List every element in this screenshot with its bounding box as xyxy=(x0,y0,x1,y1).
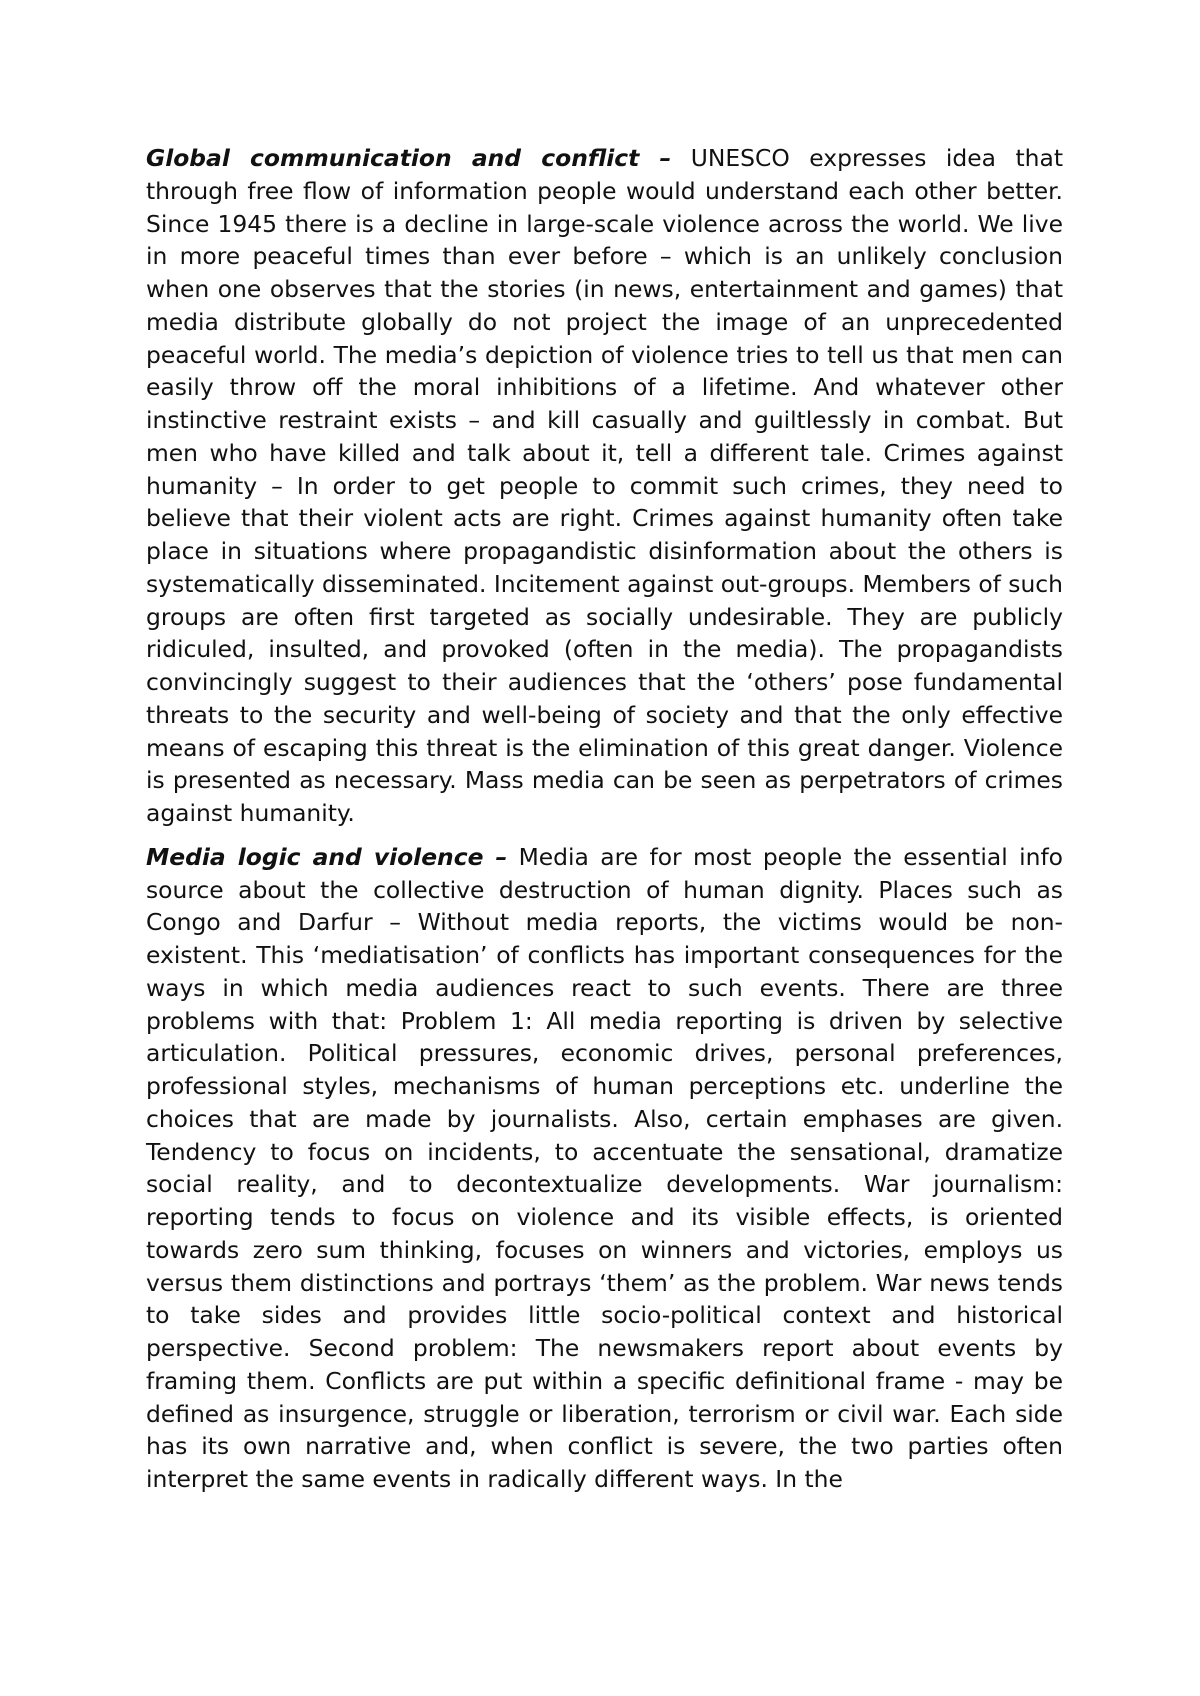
paragraph-heading: Global communication and conflict – xyxy=(146,144,672,172)
paragraph-heading: Media logic and violence – xyxy=(146,842,508,871)
paragraph-text: UNESCO expresses idea that through free flow of information people would understand each other better. Since 1945 there is a decline in large-scale violence across the world. We live in more peaceful times than ever before – which is an unlikely conclusion when one observes that the stories (in news, entertainment and games) that media distribute globally do not project the image of an unprecedented peaceful world. The media’s depiction of violence tries to tell us that men can easily throw off the moral inhibitions of a lifetime. And whatever other instinctive restraint exists – and kill casually and guiltlessly in combat. But men who have killed and talk about it, tell a different tale. Crimes against humanity – In order to get people to commit such crimes, they need to believe that their violent acts are right. Crimes against humanity often take place in situations where propagandistic disinformation about the others is systematically disseminated. Incitement against out-groups. Members of such groups are often first targeted as socially undesirable. They are publicly ridiculed, insulted, and provoked (often in the media). The propagandists convincingly suggest to their audiences that the ‘others’ pose fundamental threats to the security and well-being of society and that the only effective means of escaping this threat is the elimination of this great danger. Violence is presented as necessary. Mass media can be seen as perpetrators of crimes against humanity. xyxy=(146,144,1063,827)
document-body xyxy=(146,142,1063,1507)
paragraph-global-communication xyxy=(146,142,1063,830)
paragraph-text: Media are for most people the essential info source about the collective destruction of human dignity. Places such as Congo and Darfur – Without media reports, the victims would be non-existent. This ‘mediatisation’ of conflicts has important consequences for the ways in which media audiences react to such events. There are three problems with that: Problem 1: All media reporting is driven by selective articulation. Political pressures, economic drives, personal preferences, professional styles, mechanisms of human perceptions etc. underline the choices that are made by journalists. Also, certain emphases are given. Tendency to focus on incidents, to accentuate the sensational, dramatize social reality, and to decontextualize developments. War journalism: reporting tends to focus on violence and its visible effects, is oriented towards zero sum thinking, focuses on winners and victories, employs us versus them distinctions and portrays ‘them’ as the problem. War news tends to take sides and provides little socio-political context and historical perspective. Second problem: The newsmakers report about events by framing them. Conflicts are put within a specific definitional frame - may be defined as insurgence, struggle or liberation, terrorism or civil war. Each side has its own narrative and, when conflict is severe, the two parties often interpret the same events in radically different ways. In the xyxy=(146,842,1063,1493)
paragraph-media-logic xyxy=(146,841,1063,1496)
